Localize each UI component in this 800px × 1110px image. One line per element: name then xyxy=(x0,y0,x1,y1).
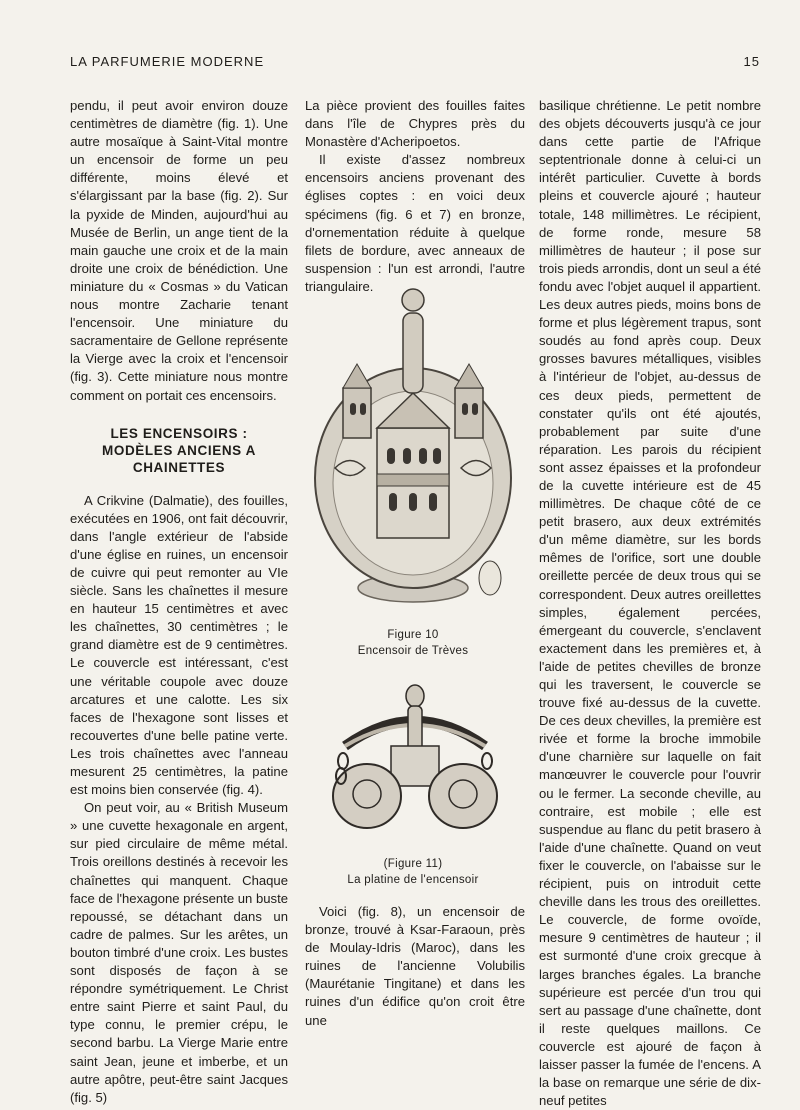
figure-11-censer-plate-image xyxy=(325,676,505,846)
paragraph: A Crikvine (Dalmatie), des fouilles, exécutées en 1906, ont fait découvrir, dans l'angle extérieur de l'abside d'une église en ruines, un encensoir de cuivre qui peut remonter au VIe siècle. Sans les chaînettes il mesure en hauteur 15 centimètres et avec les chaînettes, 30 centimètres ; le grand diamètre est de 9 centimètres. Le couvercle est intéressant, c'est une véritable coupole avec douze arcatures et une calotte. Les six faces de l'hexagone sont lisses et recouvertes d'une belle patine verte. Les trois chaînettes avec l'anneau mesurent 25 centimètres, la patine est moins bien conservée (fig. 4). xyxy=(70,492,288,798)
running-header xyxy=(70,54,760,74)
figure-10-caption xyxy=(305,627,521,659)
column-2-continued xyxy=(305,903,525,1030)
column-2 xyxy=(305,97,525,296)
page-number: 15 xyxy=(743,54,760,69)
section-heading-line: LES ENCENSOIRS : xyxy=(110,425,248,441)
section-heading-line: CHAINETTES xyxy=(132,459,226,475)
figure-10-label: Figure 10 xyxy=(387,629,439,641)
column-3 xyxy=(539,97,761,1110)
figure-11-caption xyxy=(305,856,521,888)
figure-10-censer-image xyxy=(305,278,521,618)
section-heading-line: MODÈLES ANCIENS A xyxy=(102,442,256,458)
figure-11-label: (Figure 11) xyxy=(383,858,443,870)
paragraph: basilique chrétienne. Le petit nombre des objets découverts jusqu'à ce jour dans cette partie de l'Afrique septentrionale donne à celui-ci un intérêt particulier. Cuvette à bords pleins et couvercle ajouré ; hauteur totale, 148 millimètres. Le récipient, de forme ronde, mesure 58 millimètres de hauteur ; il pose sur trois pieds arrondis, dont un seul a été fondu avec l'objet auquel il appartient. Les deux autres pieds, moins bons de forme et plus légèrement trapus, sont soudés au fond après coup. Deux grosses bavures métalliques, visibles à l'intérieur de l'objet, au-dessus de ces deux pieds, permettent de constater qu'ils ont été ajoutés, probablement par suite d'une réparation. Les parois du récipient sont assez épaisses et la profondeur de la cuvette intérieure est de 45 millimètres. De chaque côté de ce petit brasero, aux deux extrémités d'un même diamètre, sur les bords mêmes de l'orifice, sort une double oreillette percée de deux trous qui se correspondent. Deux autres oreillettes simples, également percées, émergeant du couvercle, s'enclavent exactement dans les premières et, à l'aide de petites chevilles de bronze qui les traversent, le couvercle se trouve fixé au-dessus de la cuvette. De ces deux chevilles, la première est rivée et forme la broche immobile d'une charnière sur laquelle on fait manœuvrer le couvercle pour l'ouvrir ou le fermer. La seconde cheville, au contraire, est mobile ; elle est suspendue au flanc du petit brasero à l'aide d'une chaînette. Quand on veut fixer le couvercle, on l'abaisse sur le récipient, puis on introduit cette cheville dans les trous des oreillettes. Le couvercle, de forme ovoïde, mesure 9 centimètres de hauteur ; il est surmonté d'une croix grecque à larges branches égales. La branche supérieure est percée d'un trou qui sert au passage d'une chaînette, dont il reste quelques maillons. Ce couvercle est ajouré de façon à laisser passer la fumée de l'encens. A la base on remarque une série de dix-neuf petites xyxy=(539,98,761,1109)
figure-10-title: Encensoir de Trèves xyxy=(357,645,469,657)
paragraph: Il existe d'assez nombreux encensoirs anciens provenant des églises coptes : en voici deux spécimens (fig. 6 et 7) en bronze, d'ornementation réduite à quelque filets de bordure, avec anneaux de suspension : l'un est arrondi, l'autre triangulaire. xyxy=(305,152,525,294)
paragraph: La pièce provient des fouilles faites dans l'île de Chypres près du Monastère d'Acheripoetos. xyxy=(305,98,525,150)
paragraph: Voici (fig. 8), un encensoir de bronze, trouvé à Ksar-Faraoun, près de Moulay-Idris (Maroc), dans les ruines de l'ancienne Volubilis (Maurétanie Tingitane) et dans les ruines d'un édifice qu'on croit être une xyxy=(305,904,525,1028)
paragraph: On peut voir, au « British Museum » une cuvette hexagonale en argent, sur pied circulaire de même métal. Trois oreillons destinés à recevoir les chaînettes qui manquent. Chaque face de l'hexagone présente un buste repoussé, se détachant dans un cadre de palmes. Sur les arêtes, un bouton timbré d'une croix. Les bustes sont disposés de façon à se répondre symétriquement. Le Christ entre saint Pierre et saint Paul, du type connu, le premier crépu, le second barbu. La Vierge Marie entre saint Jean, jeune et imberbe, et un autre apôtre, peut-être saint Jacques (fig. 5) xyxy=(70,800,288,1105)
journal-title: LA PARFUMERIE MODERNE xyxy=(70,54,265,69)
paragraph: pendu, il peut avoir environ douze centimètres de diamètre (fig. 1). Une autre mosaïque à Saint-Vital montre un encensoir de forme un peu différente, moins élevé et s'élargissant par la base (fig. 2). Sur la pyxide de Minden, aujourd'hui au Musée de Berlin, un ange tient de la main gauche une croix et de la main droite une croix de bénédiction. Une miniature du « Cosmas » du Vatican nous montre Zacharie tenant l'encensoir. Une miniature du sacramentaire de Gellone représente la Vierge avec la croix et l'encensoir (fig. 3). Cette miniature nous montre comment on portait ces encensoirs. xyxy=(70,98,288,403)
section-heading xyxy=(70,425,288,476)
column-1 xyxy=(70,97,288,1107)
figure-11-title: La platine de l'encensoir xyxy=(347,874,479,886)
